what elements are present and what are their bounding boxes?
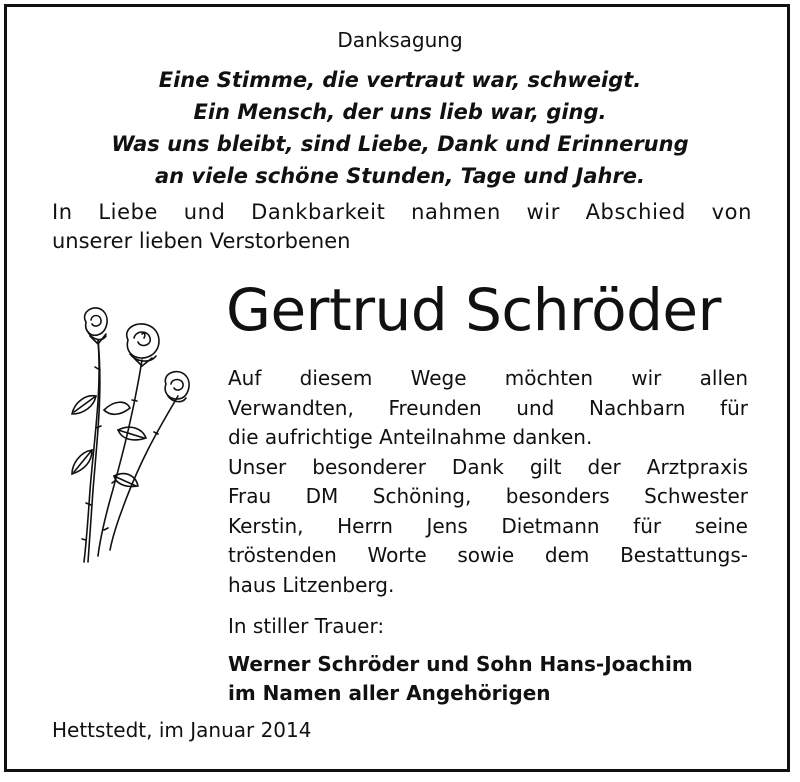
thanks-line: Kerstin, Herrn Jens Dietmann für seine xyxy=(228,513,748,538)
thanks-line: tröstenden Worte sowie dem Bestattungs- xyxy=(228,543,748,567)
thanks-line: Frau DM Schöning, besonders Schwester xyxy=(228,484,748,508)
intro-line: In Liebe und Dankbarkeit nahmen wir Abschied von xyxy=(52,200,752,224)
signer-line: Werner Schröder und Sohn Hans-Joachim xyxy=(228,652,693,676)
roses-drawing xyxy=(58,300,198,580)
thanks-line: Verwandten, Freunden und Nachbarn für xyxy=(228,395,748,420)
poem-line: Was uns bleibt, sind Liebe, Dank und Erinnerung xyxy=(111,132,689,156)
mourning-label: In stiller Trauer: xyxy=(228,614,385,638)
intro-text xyxy=(52,198,752,256)
intro-line: unserer lieben Verstorbenen xyxy=(52,229,351,253)
thanks-line: haus Litzenberg. xyxy=(228,572,395,597)
poem-line: an viele schöne Stunden, Tage und Jahre. xyxy=(154,164,646,188)
signer-line: im Namen aller Angehörigen xyxy=(228,681,551,705)
deceased-name: Gertrud Schröder xyxy=(226,276,721,344)
signers xyxy=(228,650,693,708)
thanks-text xyxy=(228,364,748,600)
place-date: Hettstedt, im Januar 2014 xyxy=(52,718,312,742)
thanks-line: Auf diesem Wege möchten wir allen xyxy=(228,366,748,390)
poem-line: Eine Stimme, die vertraut war, schweigt. xyxy=(158,68,642,92)
poem xyxy=(0,64,800,192)
thanks-line: die aufrichtige Anteilnahme danken. xyxy=(228,425,593,449)
poem-line: Ein Mensch, der uns lieb war, ging. xyxy=(193,100,607,124)
notice-heading: Danksagung xyxy=(337,28,463,52)
thanks-line: Unser besonderer Dank gilt der Arztpraxis xyxy=(228,454,748,479)
